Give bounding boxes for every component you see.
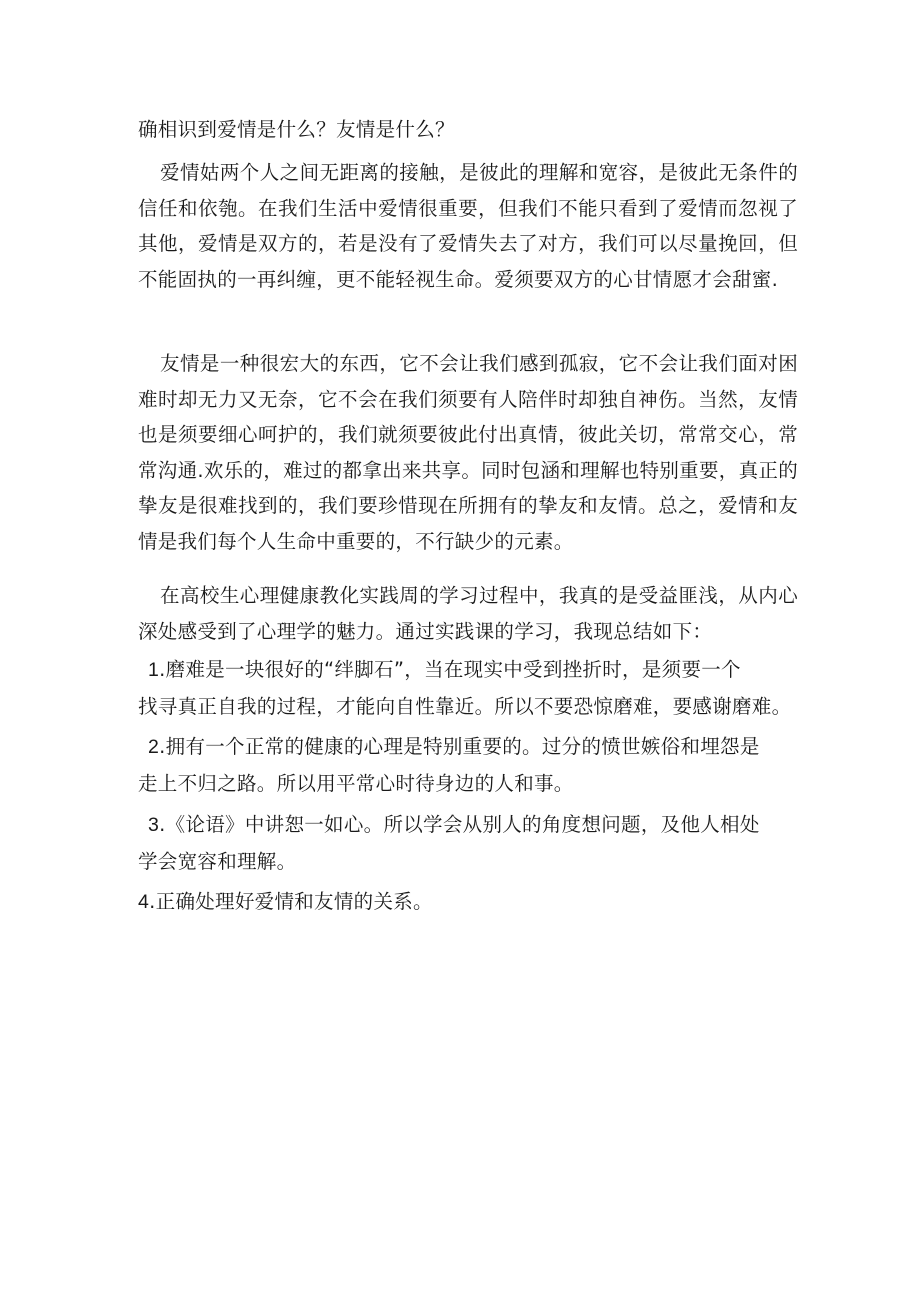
list-item-2 [138,729,798,801]
list-item-4 [138,884,798,921]
list-item-3-text-a: .《论语》中讲恕一如心。所以学会从别人的角度想问题，及他人相处 [159,813,760,836]
list-item-3-number: 3 [148,814,160,836]
list-item-1-text-b: 找寻真正自我的过程，才能向自性靠近。所以不要恐惊磨难，要感谢磨难。 [138,694,792,718]
paragraph-intro-question: 确相识到爱情是什么？友情是什么？ [138,118,455,141]
list-item-3 [138,807,798,879]
list-item-1-line1 [138,652,798,689]
list-item-4-number: 4 [138,891,150,913]
list-item-4-text-a: .正确处理好爱情和友情的关系。 [149,890,433,913]
list-item-1-number: 1 [148,659,160,681]
list-item-1-text-a: .磨难是一块很好的“绊脚石”，当在现实中受到挫折时，是须要一个 [159,658,741,681]
list-item-2-text-a: .拥有一个正常的健康的心理是特别重要的。过分的愤世嫉俗和埋怨是 [159,735,760,758]
list-item-1 [138,652,798,724]
paragraph-summary-intro: 在高校生心理健康教化实践周的学习过程中，我真的是受益匪浅，从内心深处感受到了心理学的魅力。通过实践课的学习，我现总结如下： [138,584,798,643]
list-item-3-text-b: 学会宽容和理解。 [138,849,297,873]
paragraph-love: 爱情姑两个人之间无距离的接触，是彼此的理解和宽容，是彼此无条件的信任和依匏。在我们生活中爱情很重要，但我们不能只看到了爱情而忽视了其他，爱情是双方的，若是没有了爱情失去了对方，我们可以尽量挽回，但不能固执的一再纠缠，更不能轻视生命。爱须要双方的心甘情愿才会甜蜜. [138,161,798,291]
list-item-2-number: 2 [148,736,160,758]
list-item-3-line1 [138,807,798,844]
list-item-4-line1 [138,884,798,921]
list-item-2-line1 [138,729,798,766]
paragraph-friendship: 友情是一种很宏大的东西，它不会让我们感到孤寂，它不会让我们面对困难时却无力又无奈，它不会在我们须要有人陪伴时却独自神伤。当然，友情也是须要细心呵护的，我们就须要彼此付出真情，彼此关切，常常交心，常常沟通.欢乐的，难过的都拿出来共享。同时包涵和理解也特别重要，真正的挚友是很难找到的，我们要珍惜现在所拥有的挚友和友情。总之，爱情和友情是我们每个人生命中重要的，不行缺少的元素。 [138,352,798,553]
list-item-2-text-b: 走上不归之路。所以用平常心时待身边的人和事。 [138,771,574,795]
